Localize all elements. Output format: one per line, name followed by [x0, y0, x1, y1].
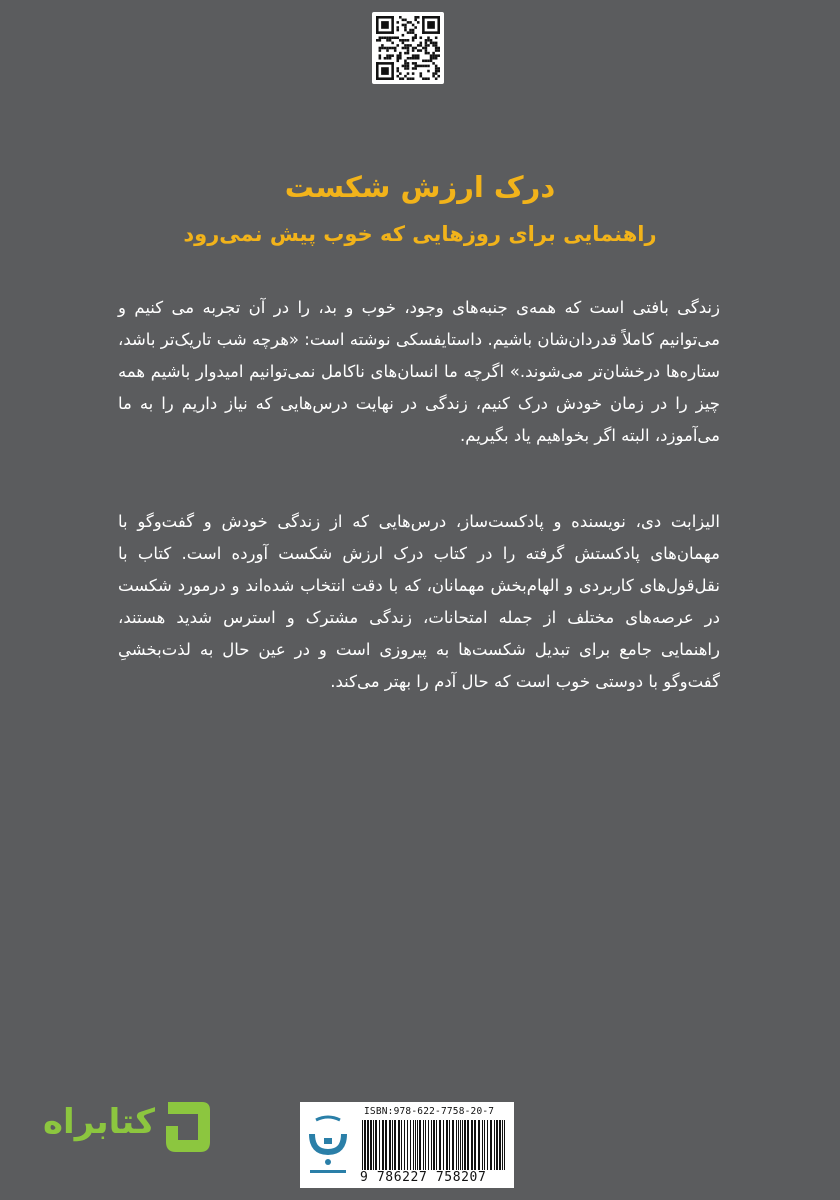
publisher-logo-icon [162, 1096, 214, 1156]
book-title: درک ارزش شکست [284, 170, 556, 204]
qr-code-pattern [376, 16, 440, 80]
description-paragraph-2: الیزابت دی، نویسنده و پادکست‌ساز، درس‌هایی که از زندگی خودش و گفت‌وگو با مهمان‌های پادکستش گرفته را در کتاب درک ارزش شکست آورده است. کتاب با نقل‌قول‌های کاربردی و الهام‌بخش مهمانان، که با دقت انتخاب شده‌اند و درمورد شکست در عرصه‌های مختلف از جمله امتحانات، زندگی مشترک و استرس شدید هستند، راهنمایی جامع برای تبدیل شکست‌ها به پیروزی است و در عین حال به لذت‌بخشیِ گفت‌وگو با دوستی خوب است که حال آدم را بهتر می‌کند. [118, 512, 720, 691]
description-paragraph-1: زندگی بافتی است که همه‌ی جنبه‌های وجود، خوب و بد، را در آن تجربه می کنیم و می‌توانیم کاملاً قدردان‌شان باشیم. داستایفسکی نوشته است: «هرچه شب تاریک‌تر باشد، ستاره‌ها درخشان‌تر می‌شوند.» اگرچه ما انسان‌های ناکامل نمی‌توانیم امیدوار باشیم همه چیز را در زمان خودش درک کنیم، زندگی در نهایت درس‌هایی که نیاز داریم را به ما می‌آموزد، البته اگر بخواهیم یاد بگیریم. [118, 298, 720, 445]
barcode-bars [360, 1120, 508, 1172]
qr-code [372, 12, 444, 84]
publisher-logo-text: کتابراه [42, 1102, 156, 1142]
barcode-number: 9 786227 758207 [360, 1170, 508, 1185]
publisher-mark-icon [306, 1112, 350, 1178]
isbn-text: ISBN:978-622-7758-20-7 [364, 1106, 495, 1117]
publisher-logo [40, 1092, 218, 1164]
book-subtitle: راهنمایی برای روزهایی که خوب پیش نمی‌رود [183, 222, 657, 246]
barcode-label [300, 1102, 514, 1188]
